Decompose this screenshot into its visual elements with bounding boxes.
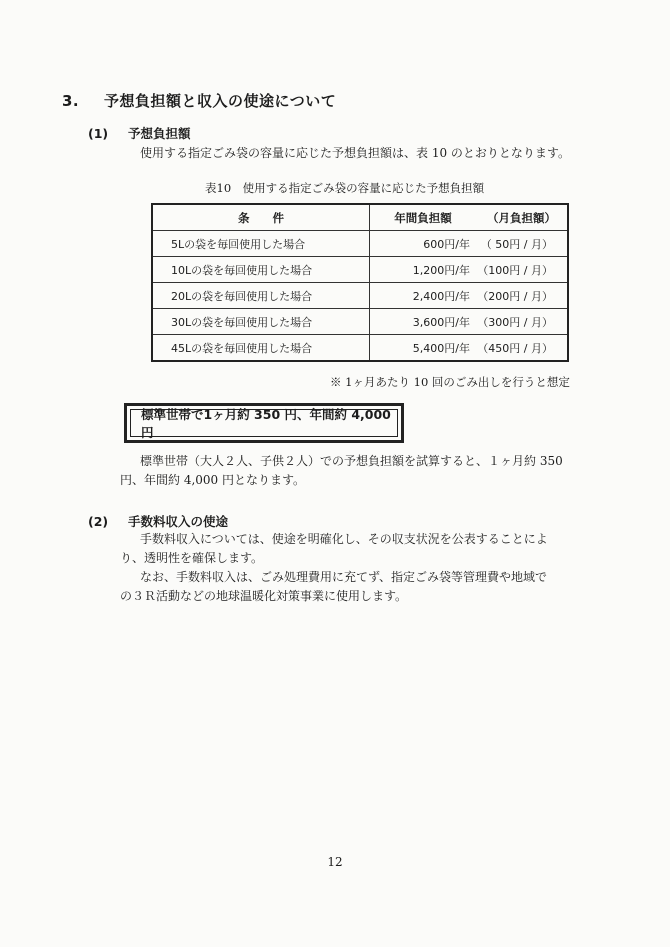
cell-annual: 5,400円/年 [370, 335, 477, 362]
cell-monthly: （450円 / 月） [476, 335, 568, 362]
highlight-box [124, 403, 404, 443]
section-title: 予想負担額と収入の使途について [104, 92, 337, 110]
burden-table [151, 203, 569, 362]
cell-condition: 20Lの袋を毎回使用した場合 [152, 283, 370, 309]
table-row [152, 231, 568, 257]
estimate-line-1: 標準世帯（大人２人、子供２人）での予想負担額を試算すると、１ヶ月約 350 [140, 454, 563, 468]
section-number: 3. [62, 92, 80, 110]
cell-monthly: （300円 / 月） [476, 309, 568, 335]
subsection-number: (1) [88, 126, 109, 141]
usage-paragraph-2-line-1: なお、手数料収入は、ごみ処理費用に充てず、指定ごみ袋等管理費や地域で [140, 570, 548, 584]
cell-condition: 45Lの袋を毎回使用した場合 [152, 335, 370, 362]
subsection-title: 予想負担額 [128, 126, 191, 141]
highlight-text: 標準世帯で1ヶ月約 350 円、年間約 4,000 円 [130, 409, 398, 437]
cell-condition: 30Lの袋を毎回使用した場合 [152, 309, 370, 335]
table-caption: 表10 使用する指定ごみ袋の容量に応じた予想負担額 [205, 181, 485, 195]
section-heading [62, 90, 336, 111]
cell-monthly: （100円 / 月） [476, 257, 568, 283]
table-row [152, 257, 568, 283]
table-note: ※ 1ヶ月あたり 10 回のごみ出しを行うと想定 [330, 375, 570, 389]
usage-paragraph-1-line-1: 手数料収入については、使途を明確化し、その収支状況を公表することによ [140, 532, 548, 546]
subsection-heading-1 [88, 124, 191, 142]
usage-paragraph-2-line-2: の３Ｒ活動などの地球温暖化対策事業に使用します。 [120, 589, 408, 603]
cell-annual: 1,200円/年 [370, 257, 477, 283]
header-monthly: （月負担額） [476, 204, 568, 231]
subsection-heading-2 [88, 512, 228, 530]
cell-condition: 10Lの袋を毎回使用した場合 [152, 257, 370, 283]
cell-annual: 600円/年 [370, 231, 477, 257]
table-row [152, 309, 568, 335]
cell-annual: 3,600円/年 [370, 309, 477, 335]
cell-condition: 5Lの袋を毎回使用した場合 [152, 231, 370, 257]
cell-annual: 2,400円/年 [370, 283, 477, 309]
estimate-line-2: 円、年間約 4,000 円となります。 [120, 473, 306, 487]
table-header-row [152, 204, 568, 231]
subsection-number: (2) [88, 514, 109, 529]
usage-paragraph-1-line-2: り、透明性を確保します。 [120, 551, 264, 565]
cell-monthly: （200円 / 月） [476, 283, 568, 309]
subsection-title: 手数料収入の使途 [128, 514, 229, 529]
intro-paragraph: 使用する指定ごみ袋の容量に応じた予想負担額は、表 10 のとおりとなります。 [140, 146, 570, 160]
table-row [152, 335, 568, 362]
header-condition: 条 件 [152, 204, 370, 231]
page-number: 12 [327, 855, 343, 869]
table-row [152, 283, 568, 309]
header-annual: 年間負担額 [370, 204, 477, 231]
cell-monthly: （ 50円 / 月） [476, 231, 568, 257]
